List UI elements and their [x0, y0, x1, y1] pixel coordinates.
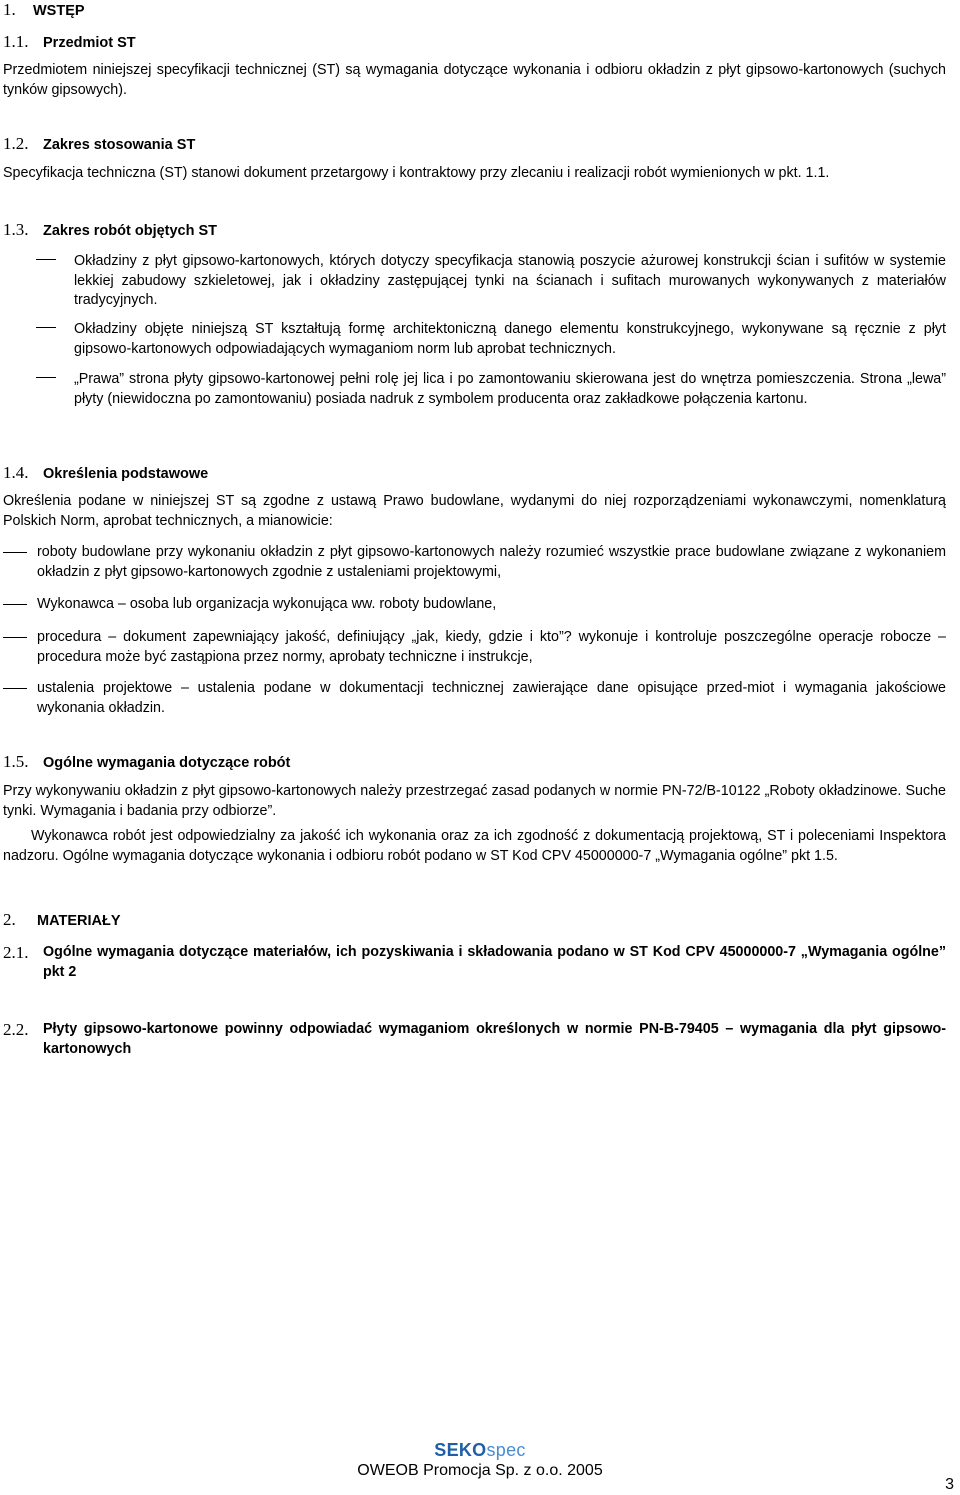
- dash-bullet: [3, 688, 27, 689]
- section-heading-1-1: 1.1. Przedmiot ST: [3, 32, 136, 51]
- section-heading-1-2: 1.2. Zakres stosowania ST: [3, 134, 196, 153]
- paragraph-1-5-b: Wykonawca robót jest odpowiedzialny za jakość ich wykonania oraz za ich zgodność z dokumentacją projektową, ST i poleceniami Inspektora nadzoru. Ogólne wymagania dotyczące wykonania i odbioru robót podano w ST Kod CPV 45000000-7 „Wymagania ogólne” pkt 1.5.: [3, 828, 946, 864]
- paragraph-1-4: Określenia podane w niniejszej ST są zgodne z ustawą Prawo budowlane, wydanymi do niej rozporządzeniami wykonawczymi, nomenklaturą Polskich Norm, aprobat technicznych, a mianowicie:: [3, 493, 946, 529]
- section-heading-1-5: 1.5. Ogólne wymagania dotyczące robót: [3, 752, 291, 771]
- paragraph-2-1: Ogólne wymagania dotyczące materiałów, ich pozyskiwania i składowania podano w ST Kod CPV 45000000-7 „Wymagania ogólne” pkt 2: [43, 944, 946, 980]
- dash-bullet: [3, 604, 27, 605]
- dash-bullet: [3, 552, 27, 553]
- page-number: 3: [945, 1476, 954, 1493]
- section-heading-1-3: 1.3. Zakres robót objętych ST: [3, 220, 218, 239]
- dash-bullet: [36, 327, 56, 328]
- document-page: 1. WSTĘP 1.1. Przedmiot ST Przedmiotem niniejszej specyfikacji technicznej (ST) są wymagania dotyczące wykonania i odbioru okładzin z płyt gipsowo-kartonowych (suchych tynków gipsowych). 1.2. Zakres stosowania ST Specyfikacja techniczna (ST) stanowi dokument przetargowy i kontraktowy przy zlecaniu i realizacji robót wymienionych w pkt. 1.1. 1.3. Zakres robót objętych ST Okładziny z płyt gipsowo-kartonowych, których dotyczy specyfikacja stanowią poszycie ażurowej konstrukcji ścian i sufitów w systemie lekkiej zabudowy szkieletowej, jak i okładziny zastępującej tynki na ścianach i sufitach murowanych wykonywanych z materiałów tradycyjnych. Okładziny objęte niniejszą ST kształtują formę architektoniczną danego elementu konstrukcyjnego, wykonywane są ręcznie z płyt gipsowo-kartonowych odpowiadających wymaganiom norm lub aprobat technicznych. „Prawa” strona płyty gipsowo-kartonowej pełni rolę jej lica i po zamontowaniu skierowana jest do wnętrza pomieszczenia. Strona „lewa” płyty (niewidoczna po zamontowaniu) posiada nadruk z symbolem producenta oraz zakładkowe połączenia kartonu. 1.4. Określenia podstawowe Określenia podane w niniejszej ST są zgodne z ustawą Prawo budowlane, wydanymi do niej rozporządzeniami wykonawczymi, nomenklaturą Polskich Norm, aprobat technicznych, a mianowicie: roboty budowlane przy wykonaniu okładzin z płyt gipsowo-kartonowych należy rozumieć wszystkie prace budowlane związane z wykonaniem okładzin z płyt gipsowo-kartonowych zgodnie z ustaleniami projektowymi, Wykonawca – osoba lub organizacja wykonująca ww. roboty budowlane, procedura – dokument zapewniający jakość, definiujący „jak, kiedy, gdzie i kto”? wykonuje i kontroluje poszczególne operacje robocze – procedura może być zastąpiona przez normy, aprobaty techniczne i instrukcje, ustalenia projektowe – ustalenia podane w dokumentacji technicznej zawierające dane opisujące przed-miot i wymagania jakościowe wykonania okładzin. 1.5. Ogólne wymagania dotyczące robót Przy wykonywaniu okładzin z płyt gipsowo-kartonowych należy przestrzegać zasad podanych w normie PN-72/B-10122 „Roboty okładzinowe. Suche tynki. Wymagania i badania przy odbiorze”. Wykonawca robót jest odpowiedzialny za jakość ich wykonania oraz za ich zgodność z dokumentacją projektową, ST i poleceniami Inspektora nadzoru. Ogólne wymagania dotyczące wykonania i odbioru robót podano w ST Kod CPV 45000000-7 „Wymagania ogólne” pkt 1.5. 2. MATERIAŁY 2.1. Ogólne wymagania dotyczące materiałów, ich pozyskiwania i składowania podano w ST Kod CPV 45000000-7 „Wymagania ogólne” pkt 2 2.2. Płyty gipsowo-kartonowe powinny odpowiadać wymaganiom określonych w normie PN-B-79405 – wymagania dla płyt gipsowo-kartonowych SEKOspec OWEOB Promocja Sp. z o.o. 2005 3: [0, 0, 960, 1495]
- paragraph-2-2: Płyty gipsowo-kartonowe powinny odpowiadać wymaganiom określonych w normie PN-B-79405 – wymagania dla płyt gipsowo-kartonowych: [43, 1021, 946, 1057]
- section-heading-2: 2. MATERIAŁY: [3, 910, 121, 929]
- dash-bullet: [36, 377, 56, 378]
- section-heading-2-2: 2.2.: [3, 1020, 29, 1039]
- paragraph-1-2: Specyfikacja techniczna (ST) stanowi dokument przetargowy i kontraktowy przy zlecaniu i realizacji robót wymienionych w pkt. 1.1.: [3, 165, 830, 181]
- section-title: WSTĘP: [33, 3, 85, 19]
- paragraph-1-5-a: Przy wykonywaniu okładzin z płyt gipsowo-kartonowych należy przestrzegać zasad podanych w normie PN-72/B-10122 „Roboty okładzinowe. Suche tynki. Wymagania i badania przy odbiorze”.: [3, 783, 946, 819]
- section-heading-2-1: 2.1.: [3, 943, 29, 962]
- section-heading-1-4: 1.4. Określenia podstawowe: [3, 463, 209, 482]
- dash-bullet: [3, 637, 27, 638]
- paragraph-1-1: Przedmiotem niniejszej specyfikacji technicznej (ST) są wymagania dotyczące wykonania i odbioru okładzin z płyt gipsowo-kartonowych (suchych tynków gipsowych).: [3, 62, 946, 98]
- section-heading-1: 1. WSTĘP: [3, 0, 85, 19]
- dash-bullet: [36, 259, 56, 260]
- footer-logo: SEKOspec: [434, 1440, 526, 1460]
- footer-company: OWEOB Promocja Sp. z o.o. 2005: [357, 1462, 603, 1479]
